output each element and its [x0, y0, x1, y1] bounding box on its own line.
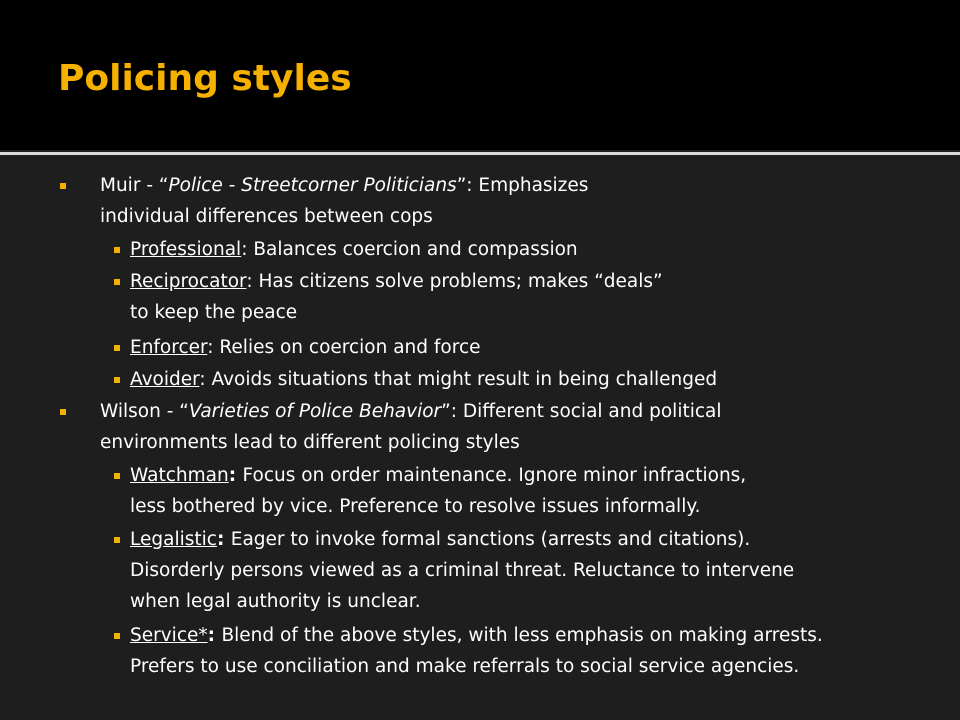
bullet-line-continued: to keep the peace	[130, 302, 298, 323]
separator: :	[241, 239, 254, 260]
style-term: Avoider	[130, 369, 200, 390]
bullet-text: Muir - “	[100, 175, 169, 196]
subbullet-enforcer	[130, 332, 481, 363]
subbullet-legalistic	[130, 524, 794, 617]
bullet-muir	[100, 170, 588, 232]
square-bullet-icon	[60, 183, 66, 189]
separator: :	[246, 271, 259, 292]
square-bullet-icon	[114, 537, 120, 543]
bullet-line	[130, 620, 823, 651]
bullet-text: Wilson - “	[100, 401, 189, 422]
separator: :	[207, 337, 220, 358]
bullet-line-continued: when legal authority is unclear.	[130, 591, 421, 612]
bullet-line-continued: Disorderly persons viewed as a criminal threat. Reluctance to intervene	[130, 560, 795, 581]
bullet-text: Focus on order maintenance. Ignore minor infractions,	[242, 465, 747, 486]
subbullet-professional	[130, 234, 578, 265]
style-term: Reciprocator	[130, 271, 247, 292]
style-term: Legalistic	[130, 529, 217, 550]
square-bullet-icon	[114, 473, 120, 479]
bullet-text: Avoids situations that might result in being challenged	[211, 369, 718, 390]
bullet-text: Eager to invoke formal sanctions (arrests and citations).	[230, 529, 751, 550]
subbullet-service	[130, 620, 823, 682]
subbullet-avoider	[130, 364, 717, 395]
subbullet-watchman	[130, 460, 746, 522]
bullet-line	[130, 364, 717, 395]
square-bullet-icon	[60, 409, 66, 415]
bullet-line	[100, 170, 588, 201]
bullet-line	[130, 332, 481, 363]
bullet-line	[130, 234, 578, 265]
separator: :	[228, 465, 243, 486]
bullet-line	[100, 396, 722, 427]
bullet-text: Has citizens solve problems; makes “deals”	[258, 271, 663, 292]
bullet-text: Blend of the above styles, with less emphasis on making arrests.	[221, 625, 823, 646]
bullet-line	[130, 460, 746, 491]
bullet-line	[130, 524, 794, 555]
separator: :	[216, 529, 231, 550]
square-bullet-icon	[114, 377, 120, 383]
square-bullet-icon	[114, 247, 120, 253]
style-term: Professional	[130, 239, 242, 260]
bullet-line-continued: individual differences between cops	[100, 206, 433, 227]
bullet-line-continued: environments lead to different policing styles	[100, 432, 520, 453]
separator: :	[199, 369, 212, 390]
bullet-line	[130, 266, 663, 297]
style-term: Watchman	[130, 465, 229, 486]
book-title: Police - Streetcorner Politicians	[168, 175, 457, 196]
square-bullet-icon	[114, 345, 120, 351]
slide-title: Policing styles	[58, 58, 352, 99]
bullet-text: ”: Emphasizes	[456, 175, 589, 196]
bullet-wilson	[100, 396, 722, 458]
bullet-line-continued: less bothered by vice. Preference to resolve issues informally.	[130, 496, 701, 517]
bullet-text: Relies on coercion and force	[219, 337, 481, 358]
square-bullet-icon	[114, 633, 120, 639]
separator: :	[207, 625, 222, 646]
book-title: Varieties of Police Behavior	[188, 401, 442, 422]
subbullet-reciprocator	[130, 266, 663, 328]
style-term: Service*	[130, 625, 208, 646]
bullet-text: Balances coercion and compassion	[253, 239, 578, 260]
square-bullet-icon	[114, 279, 120, 285]
bullet-text: ”: Different social and political	[441, 401, 722, 422]
style-term: Enforcer	[130, 337, 208, 358]
bullet-line-continued: Prefers to use conciliation and make referrals to social service agencies.	[130, 656, 800, 677]
